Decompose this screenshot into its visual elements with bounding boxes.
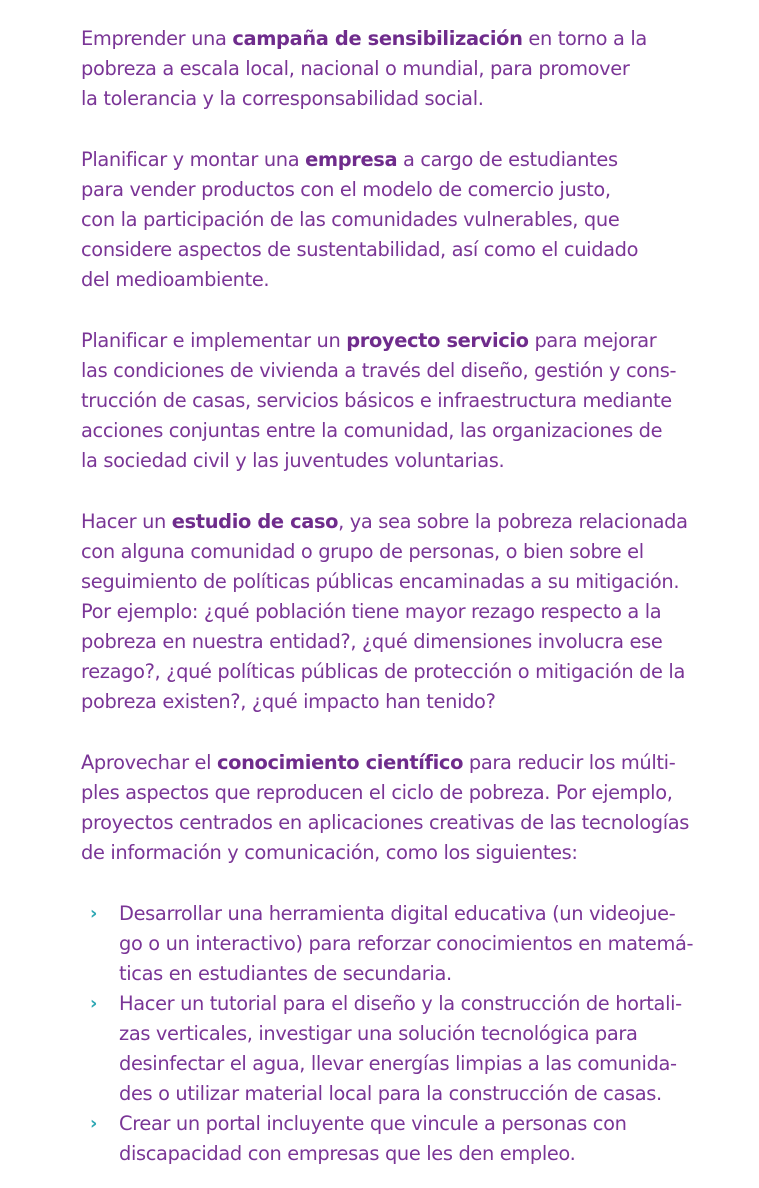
text-line: Hacer un estudio de caso, ya sea sobre la pobreza relacionada	[81, 510, 688, 533]
text-line: Planificar e implementar un proyecto servicio para mejorar	[81, 329, 657, 352]
bullet-list	[81, 899, 759, 1169]
text-line: acciones conjuntas entre la comunidad, las organizaciones de	[81, 419, 663, 442]
text-line: discapacidad con empresas que les den empleo.	[119, 1142, 576, 1165]
paragraph-business	[81, 145, 759, 295]
text-line: Aprovechar el conocimiento científico para reducir los múlti-	[81, 751, 676, 774]
paragraph-case-study	[81, 507, 759, 717]
text-line: des o utilizar material local para la construcción de casas.	[119, 1082, 662, 1105]
text-line: para vender productos con el modelo de comercio justo,	[81, 178, 611, 201]
text-line: go o un interactivo) para reforzar conocimientos en matemá-	[119, 932, 694, 955]
keyword-empresa: empresa	[305, 148, 398, 171]
bullet-item-portal	[81, 1109, 759, 1169]
keyword-proyecto-servicio: proyecto servicio	[346, 329, 529, 352]
text-line: Crear un portal incluyente que vincule a personas con	[119, 1112, 627, 1135]
paragraph-service-project	[81, 326, 759, 476]
chevron-right-icon: ›	[90, 993, 98, 1014]
text-line: pobreza en nuestra entidad?, ¿qué dimensiones involucra ese	[81, 630, 663, 653]
text-line: Desarrollar una herramienta digital educativa (un videojue-	[119, 902, 676, 925]
keyword-conocimiento-cientifico: conocimiento científico	[216, 751, 464, 774]
text-line: trucción de casas, servicios básicos e infraestructura mediante	[81, 389, 672, 412]
text-line: del medioambiente.	[81, 268, 270, 291]
text-line: ples aspectos que reproducen el ciclo de pobreza. Por ejemplo,	[81, 781, 673, 804]
text-line: con la participación de las comunidades vulnerables, que	[81, 208, 620, 231]
text-line: la sociedad civil y las juventudes voluntarias.	[81, 449, 505, 472]
keyword-estudio-de-caso: estudio de caso	[171, 510, 339, 533]
bullet-item-tutorial	[81, 989, 759, 1109]
text-line: Hacer un tutorial para el diseño y la construcción de hortali-	[119, 992, 682, 1015]
text-line: Planificar y montar una empresa a cargo de estudiantes	[81, 148, 618, 171]
text-line: desinfectar el agua, llevar energías limpias a las comunida-	[119, 1052, 677, 1075]
text-line: considere aspectos de sustentabilidad, así como el cuidado	[81, 238, 639, 261]
text-line: ticas en estudiantes de secundaria.	[119, 962, 452, 985]
text-line: pobreza existen?, ¿qué impacto han tenido?	[81, 690, 496, 713]
text-line: Por ejemplo: ¿qué población tiene mayor rezago respecto a la	[81, 600, 662, 623]
text-line: pobreza a escala local, nacional o mundial, para promover	[81, 57, 630, 80]
text-line: seguimiento de políticas públicas encaminadas a su mitigación.	[81, 570, 680, 593]
text-line: proyectos centrados en aplicaciones creativas de las tecnologías	[81, 811, 690, 834]
text-line: zas verticales, investigar una solución tecnológica para	[119, 1022, 638, 1045]
text-line: de información y comunicación, como los siguientes:	[81, 841, 578, 864]
bullet-item-videogame	[81, 899, 759, 989]
text-line: con alguna comunidad o grupo de personas, o bien sobre el	[81, 540, 644, 563]
keyword-campana: campaña de sensibilización	[232, 27, 523, 50]
paragraph-scientific-knowledge	[81, 748, 759, 868]
text-line: las condiciones de vivienda a través del diseño, gestión y cons-	[81, 359, 677, 382]
text-line: rezago?, ¿qué políticas públicas de protección o mitigación de la	[81, 660, 685, 683]
chevron-right-icon: ›	[90, 1113, 98, 1134]
text-line: Emprender una campaña de sensibilización en torno a la	[81, 27, 647, 50]
chevron-right-icon: ›	[90, 903, 98, 924]
paragraph-campaign	[81, 24, 759, 114]
text-line: la tolerancia y la corresponsabilidad social.	[81, 87, 484, 110]
